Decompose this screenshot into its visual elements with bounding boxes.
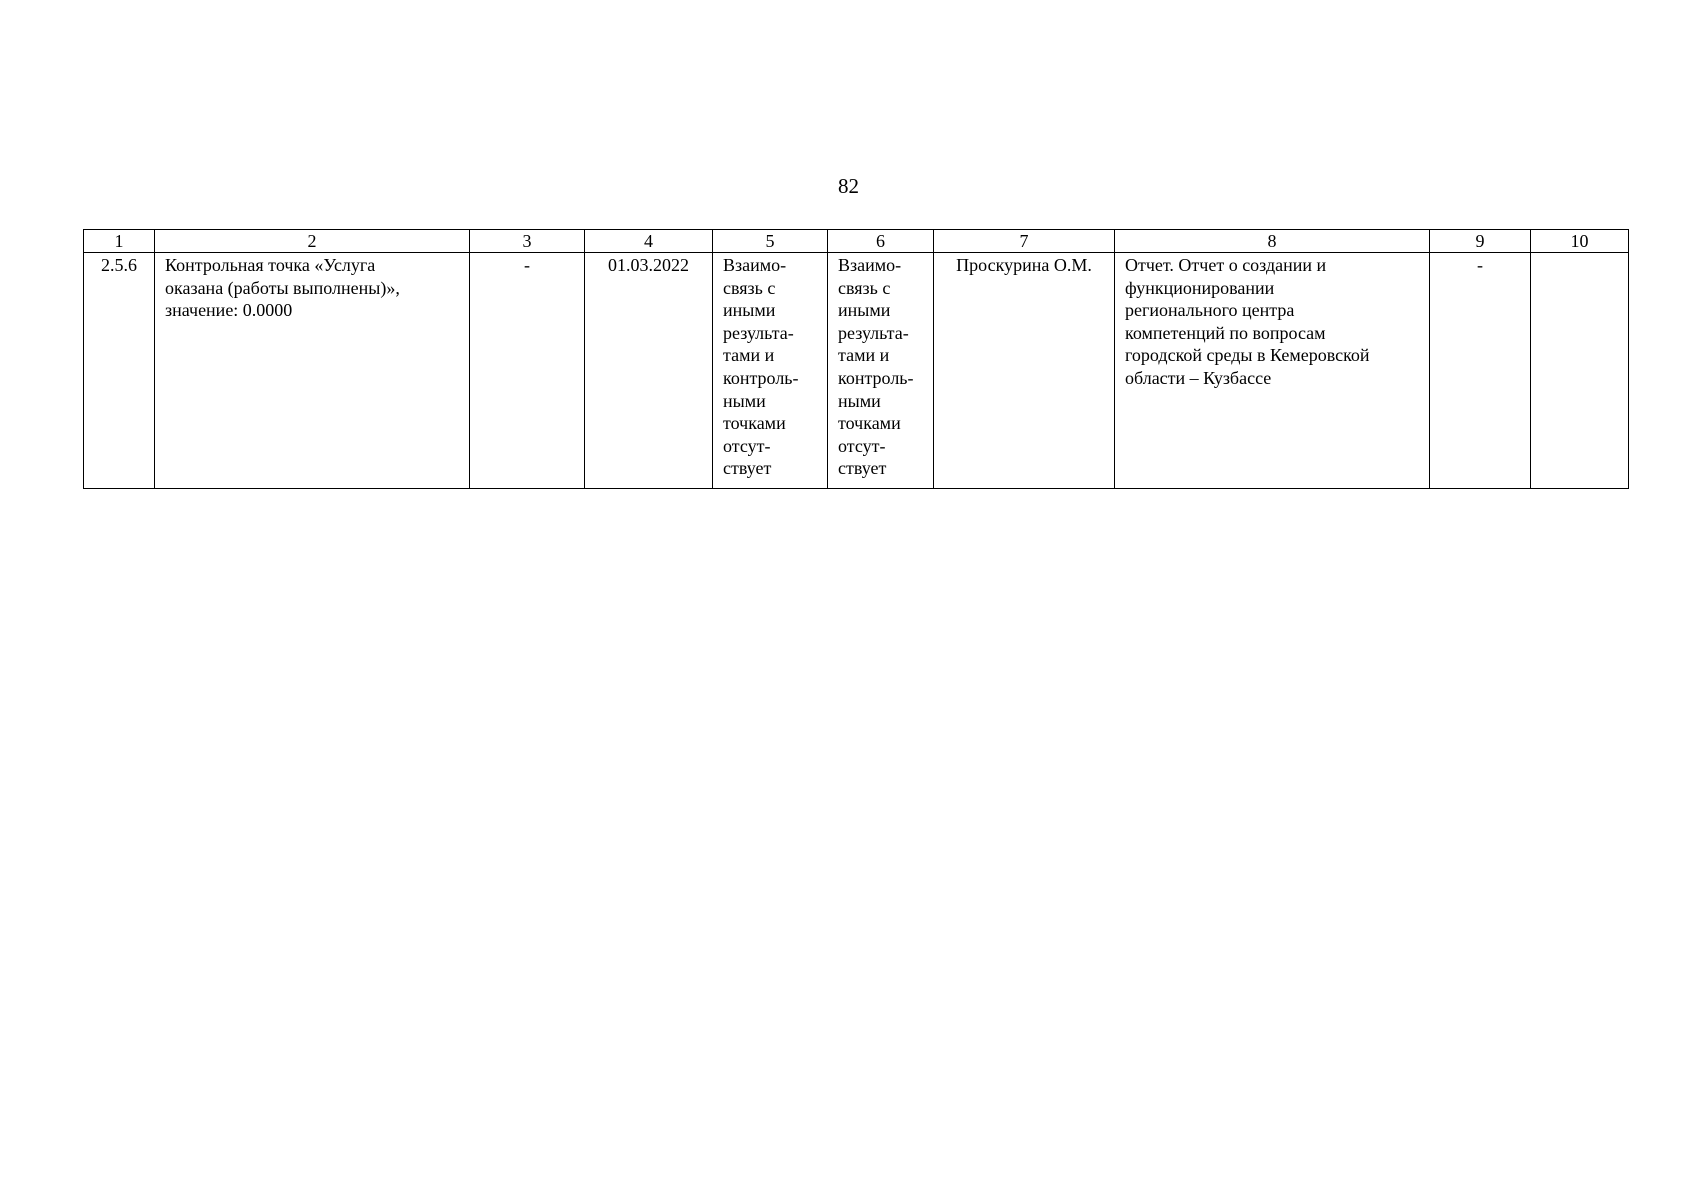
cell-relation-2 — [828, 253, 934, 489]
header-cell: 3 — [470, 230, 585, 253]
cell-line: оказана (работы выполнены)», — [165, 277, 400, 298]
cell-line: связь с — [838, 277, 891, 298]
header-cell: 2 — [155, 230, 470, 253]
cell-line: результа- — [838, 322, 909, 343]
cell-col9: - — [1430, 253, 1531, 489]
cell-line: контроль- — [838, 367, 914, 388]
cell-line: тами и — [838, 345, 890, 366]
header-cell: 6 — [828, 230, 934, 253]
cell-line: ствует — [838, 458, 887, 479]
cell-date: 01.03.2022 — [585, 253, 713, 489]
header-cell: 4 — [585, 230, 713, 253]
header-row — [84, 230, 1629, 253]
cell-col3: - — [470, 253, 585, 489]
cell-line: иными — [838, 300, 891, 321]
table-row — [84, 253, 1629, 489]
data-table — [83, 229, 1629, 489]
page-number: 82 — [838, 174, 859, 198]
cell-line: ными — [723, 390, 766, 411]
cell-line: иными — [723, 300, 776, 321]
cell-line: точками — [838, 413, 901, 434]
header-cell: 5 — [713, 230, 828, 253]
cell-line: Отчет. Отчет о создании и — [1125, 255, 1327, 275]
header-cell: 7 — [934, 230, 1115, 253]
header-cell: 8 — [1115, 230, 1430, 253]
cell-line: функционировании — [1125, 277, 1275, 298]
cell-line: области – Кузбассе — [1125, 367, 1272, 388]
cell-line: результа- — [723, 322, 794, 343]
header-cell: 9 — [1430, 230, 1531, 253]
cell-line: компетенций по вопросам — [1125, 322, 1326, 343]
cell-report — [1115, 253, 1430, 489]
cell-line: Взаимо- — [723, 255, 787, 275]
cell-line: регионального центра — [1125, 300, 1295, 321]
cell-col10 — [1531, 253, 1629, 489]
cell-line: городской среды в Кемеровской — [1125, 345, 1370, 366]
cell-line: отсут- — [723, 435, 771, 456]
cell-relation-1 — [713, 253, 828, 489]
cell-line: Взаимо- — [838, 255, 902, 275]
cell-name — [155, 253, 470, 489]
cell-line: значение: 0.0000 — [165, 300, 293, 321]
cell-number: 2.5.6 — [84, 253, 155, 489]
cell-line: контроль- — [723, 367, 799, 388]
cell-line: точками — [723, 413, 786, 434]
cell-line: ствует — [723, 458, 772, 479]
header-cell: 10 — [1531, 230, 1629, 253]
cell-line: ными — [838, 390, 881, 411]
cell-responsible: Проскурина О.М. — [934, 253, 1115, 489]
cell-line: Контрольная точка «Услуга — [165, 255, 376, 275]
cell-line: тами и — [723, 345, 775, 366]
cell-line: связь с — [723, 277, 776, 298]
cell-line: отсут- — [838, 435, 886, 456]
header-cell: 1 — [84, 230, 155, 253]
